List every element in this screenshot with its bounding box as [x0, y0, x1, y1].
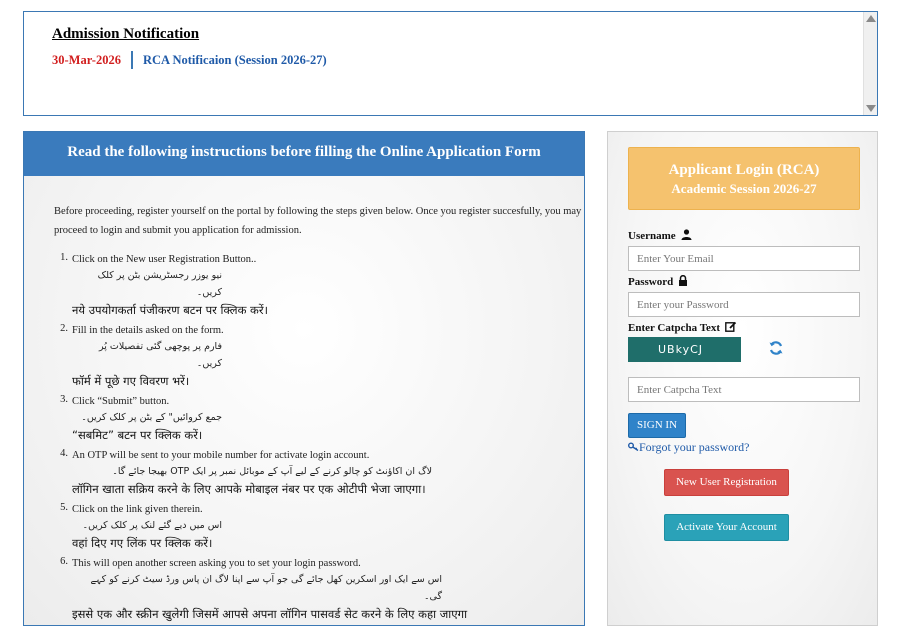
- username-input[interactable]: [628, 246, 860, 271]
- step-text-ur: جمع کروائیں" کے بٹن پر کلک کریں۔: [81, 412, 222, 423]
- edit-icon: [725, 321, 737, 335]
- step-text-hi: नये उपयोगकर्ता पंजीकरण बटन पर क्लिक करें।: [72, 303, 268, 317]
- step-text-ur: لاگ ان اکاؤنٹ کو چالو کرنے کے لیے آپ کے موبائل نمبر پر ایک OTP بھیجا جائے گا۔: [112, 466, 432, 477]
- step-item: [54, 556, 584, 623]
- refresh-icon[interactable]: [768, 340, 784, 361]
- password-label: Password: [628, 276, 674, 288]
- forgot-password-text: Forgot your password?: [639, 440, 750, 454]
- step-text-en: Fill in the details asked on the form.: [72, 325, 224, 336]
- key-icon: [628, 440, 639, 455]
- captcha-label: Enter Catpcha Text: [628, 322, 721, 334]
- lock-icon: [678, 275, 688, 289]
- instructions-steps: [54, 252, 584, 623]
- step-number: 4.: [60, 448, 68, 459]
- step-text-en: This will open another screen asking you to set your login password.: [72, 558, 361, 569]
- forgot-password-link[interactable]: [628, 440, 749, 455]
- step-text-ur: اس میں دیے گئے لنک پر کلک کریں۔: [82, 520, 222, 531]
- new-user-registration-button[interactable]: New User Registration: [664, 469, 789, 496]
- step-item: [54, 252, 584, 319]
- password-input[interactable]: [628, 292, 860, 317]
- instructions-intro: Before proceeding, register yourself on the portal by following the steps given below. Once you register succesfully, you may proceed to login and submit you application for admission.: [54, 206, 582, 236]
- notification-link[interactable]: RCA Notificaion (Session 2026-27): [142, 52, 327, 67]
- step-item: [54, 323, 584, 390]
- username-label-row: [628, 229, 692, 243]
- username-label: Username: [628, 230, 676, 242]
- scroll-down-icon[interactable]: [866, 105, 876, 112]
- step-text-hi: वहां दिए गए लिंक पर क्लिक करें।: [72, 536, 213, 550]
- step-text-ur: نیو یوزر رجسٹریشن بٹن پر کلک کریں۔: [97, 270, 222, 298]
- step-text-hi: इससे एक और स्क्रीन खुलेगी जिसमें आपसे अपना लॉगिन पासवर्ड सेट करने के लिए कहा जाएगा: [72, 607, 468, 621]
- step-number: 5.: [60, 502, 68, 513]
- notification-item: [52, 51, 327, 69]
- step-text-hi: फॉर्म में पूछे गए विवरण भरें।: [72, 374, 190, 388]
- instructions-body: [24, 176, 584, 623]
- step-text-en: Click on the link given therein.: [72, 504, 203, 515]
- login-panel: [607, 131, 878, 626]
- instructions-header: Read the following instructions before filling the Online Application Form: [24, 132, 584, 176]
- scroll-up-icon[interactable]: [866, 15, 876, 22]
- login-header: [628, 147, 860, 210]
- captcha-image: UBkyCJ: [628, 337, 741, 362]
- step-text-ur: اس سے ایک اور اسکرین کھل جائے گی جو آپ سے اپنا لاگ ان پاس ورڈ سیٹ کرنے کو کہے گی۔: [90, 574, 442, 602]
- step-item: [54, 502, 584, 552]
- notification-title: Admission Notification: [52, 26, 200, 42]
- step-number: 3.: [60, 394, 68, 405]
- step-number: 2.: [60, 323, 68, 334]
- notification-date: 30-Mar-2026: [52, 51, 133, 69]
- step-text-en: Click “Submit” button.: [72, 396, 170, 407]
- step-text-en: An OTP will be sent to your mobile number for activate login account.: [72, 450, 370, 461]
- instructions-panel: [23, 131, 585, 626]
- captcha-label-row: [628, 321, 737, 335]
- login-subtitle: Academic Session 2026-27: [671, 181, 817, 196]
- step-number: 6.: [60, 556, 68, 567]
- step-text-hi: “सबमिट” बटन पर क्लिक करें।: [72, 428, 203, 442]
- notification-content: [52, 26, 327, 69]
- user-icon: [681, 229, 692, 243]
- step-text-hi: लॉगिन खाता सक्रिय करने के लिए आपके मोबाइल नंबर पर एक ओटीपी भेजा जाएगा।: [72, 482, 426, 496]
- login-title: Applicant Login (RCA): [668, 162, 820, 178]
- step-text-ur: فارم پر پوچھی گئی تفصیلات پُر کریں۔: [99, 341, 222, 369]
- step-number: 1.: [60, 252, 68, 263]
- notification-scrollbar[interactable]: [863, 12, 877, 115]
- step-item: [54, 448, 584, 498]
- step-item: [54, 394, 584, 444]
- captcha-input[interactable]: [628, 377, 860, 402]
- activate-account-button[interactable]: Activate Your Account: [664, 514, 789, 541]
- password-label-row: [628, 275, 688, 289]
- sign-in-button[interactable]: SIGN IN: [628, 413, 686, 438]
- notification-box: [23, 11, 878, 116]
- step-text-en: Click on the New user Registration Button..: [72, 254, 257, 265]
